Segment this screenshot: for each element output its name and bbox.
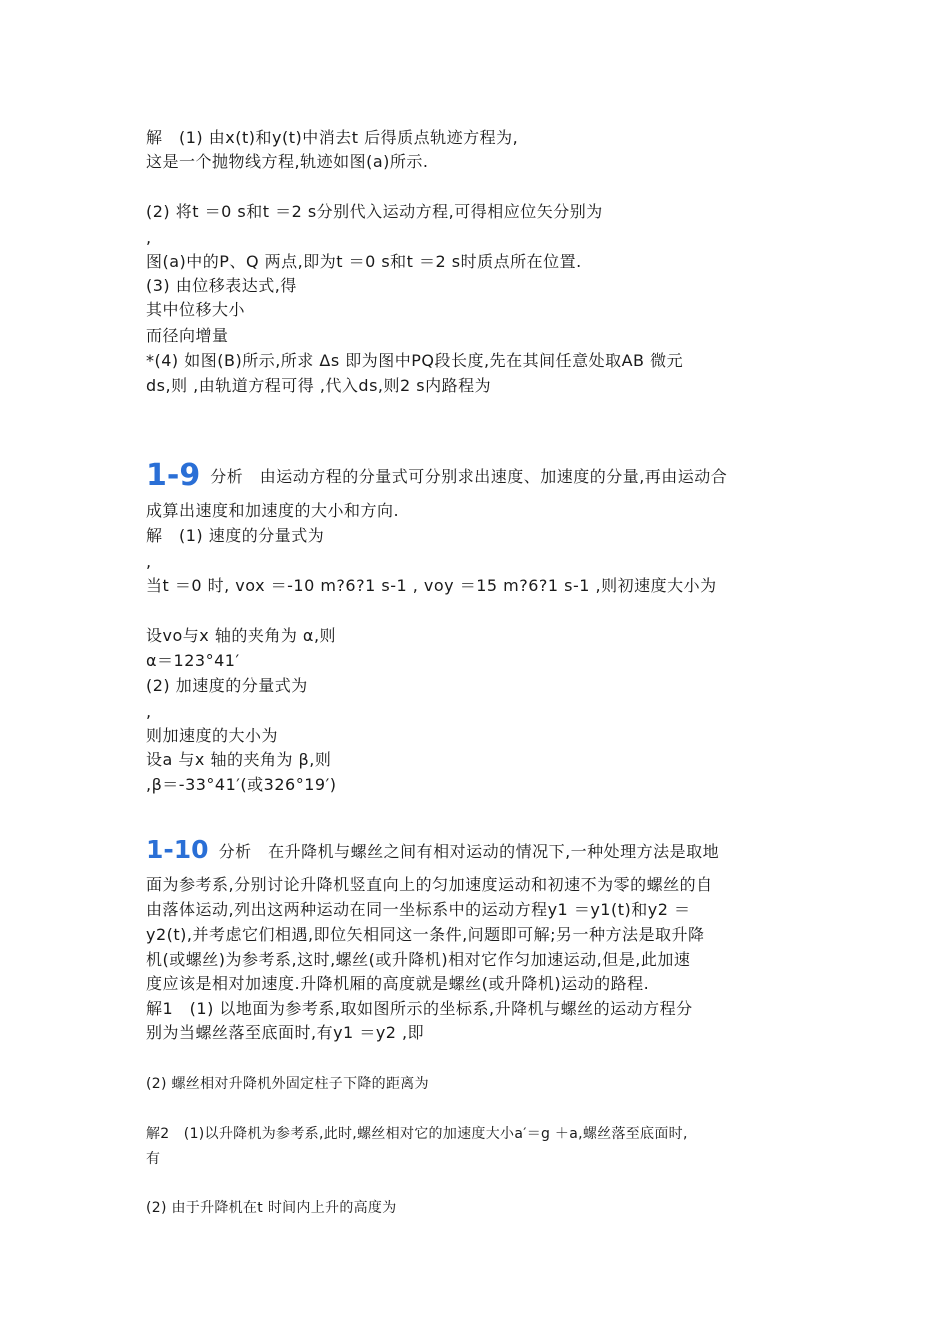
text-line: 解 (1) 由x(t)和y(t)中消去t 后得质点轨迹方程为, [146,128,519,147]
text-line: ,β＝-33°41′(或326°19′) [146,775,337,794]
text-line: α＝123°41′ [146,651,240,670]
section-intro: 分析 在升降机与螺丝之间有相对运动的情况下,一种处理方法是取地 [218,842,720,861]
text-line: 有 [146,1151,161,1167]
text-line: 其中位移大小 [146,300,246,319]
text-line: 机(或螺丝)为参考系,这时,螺丝(或升降机)相对它作匀加速运动,但是,此加速 [146,950,691,969]
text-line: 解1 (1) 以地面为参考系,取如图所示的坐标系,升降机与螺丝的运动方程分 [146,999,693,1018]
text-line: 设vo与x 轴的夹角为 α,则 [146,626,337,645]
text-line: 别为当螺丝落至底面时,有y1 ＝y2 ,即 [146,1023,425,1042]
text-line: 则加速度的大小为 [146,726,279,745]
text-line: 解2 (1)以升降机为参考系,此时,螺丝相对它的加速度大小a′＝g ＋a,螺丝落至底面时, [146,1126,688,1142]
section-heading-1-10 [146,835,719,864]
section-intro: 分析 由运动方程的分量式可分别求出速度、加速度的分量,再由运动合 [210,467,728,486]
text-line: (3) 由位移表达式,得 [146,276,297,295]
section-heading-1-9 [146,458,727,493]
text-line: (2) 加速度的分量式为 [146,676,308,695]
text-line: 设a 与x 轴的夹角为 β,则 [146,750,332,769]
text-line: y2(t),并考虑它们相遇,即位矢相同这一条件,问题即可解;另一种方法是取升降 [146,925,705,944]
section-number: 1-9 [146,458,201,493]
text-line: (2) 由于升降机在t 时间内上升的高度为 [146,1200,397,1216]
text-line: , [146,702,152,721]
section-number: 1-10 [146,835,209,864]
text-line: 度应该是相对加速度.升降机厢的高度就是螺丝(或升降机)运动的路程. [146,974,650,993]
text-line: 解 (1) 速度的分量式为 [146,526,325,545]
text-line: , [146,552,152,571]
text-line: (2) 螺丝相对升降机外固定柱子下降的距离为 [146,1076,429,1092]
text-line: 面为参考系,分别讨论升降机竖直向上的匀加速度运动和初速不为零的螺丝的自 [146,875,713,894]
text-line: 而径向增量 [146,326,229,345]
text-line: 由落体运动,列出这两种运动在同一坐标系中的运动方程y1 ＝y1(t)和y2 ＝ [146,900,691,919]
text-line: *(4) 如图(B)所示,所求 Δs 即为图中PQ段长度,先在其间任意处取AB 微元 [146,351,684,370]
text-line: ds,则 ,由轨道方程可得 ,代入ds,则2 s内路程为 [146,376,492,395]
text-line: 这是一个抛物线方程,轨迹如图(a)所示. [146,152,429,171]
text-line: 成算出速度和加速度的大小和方向. [146,501,400,520]
text-line: (2) 将t ＝0 s和t ＝2 s分别代入运动方程,可得相应位矢分别为 [146,202,603,221]
text-line: , [146,228,152,247]
text-line: 当t ＝0 时, vox ＝-10 m?6?1 s-1 , voy ＝15 m?6?1 s-1 ,则初速度大小为 [146,576,717,595]
text-line: 图(a)中的P、Q 两点,即为t ＝0 s和t ＝2 s时质点所在位置. [146,252,582,271]
